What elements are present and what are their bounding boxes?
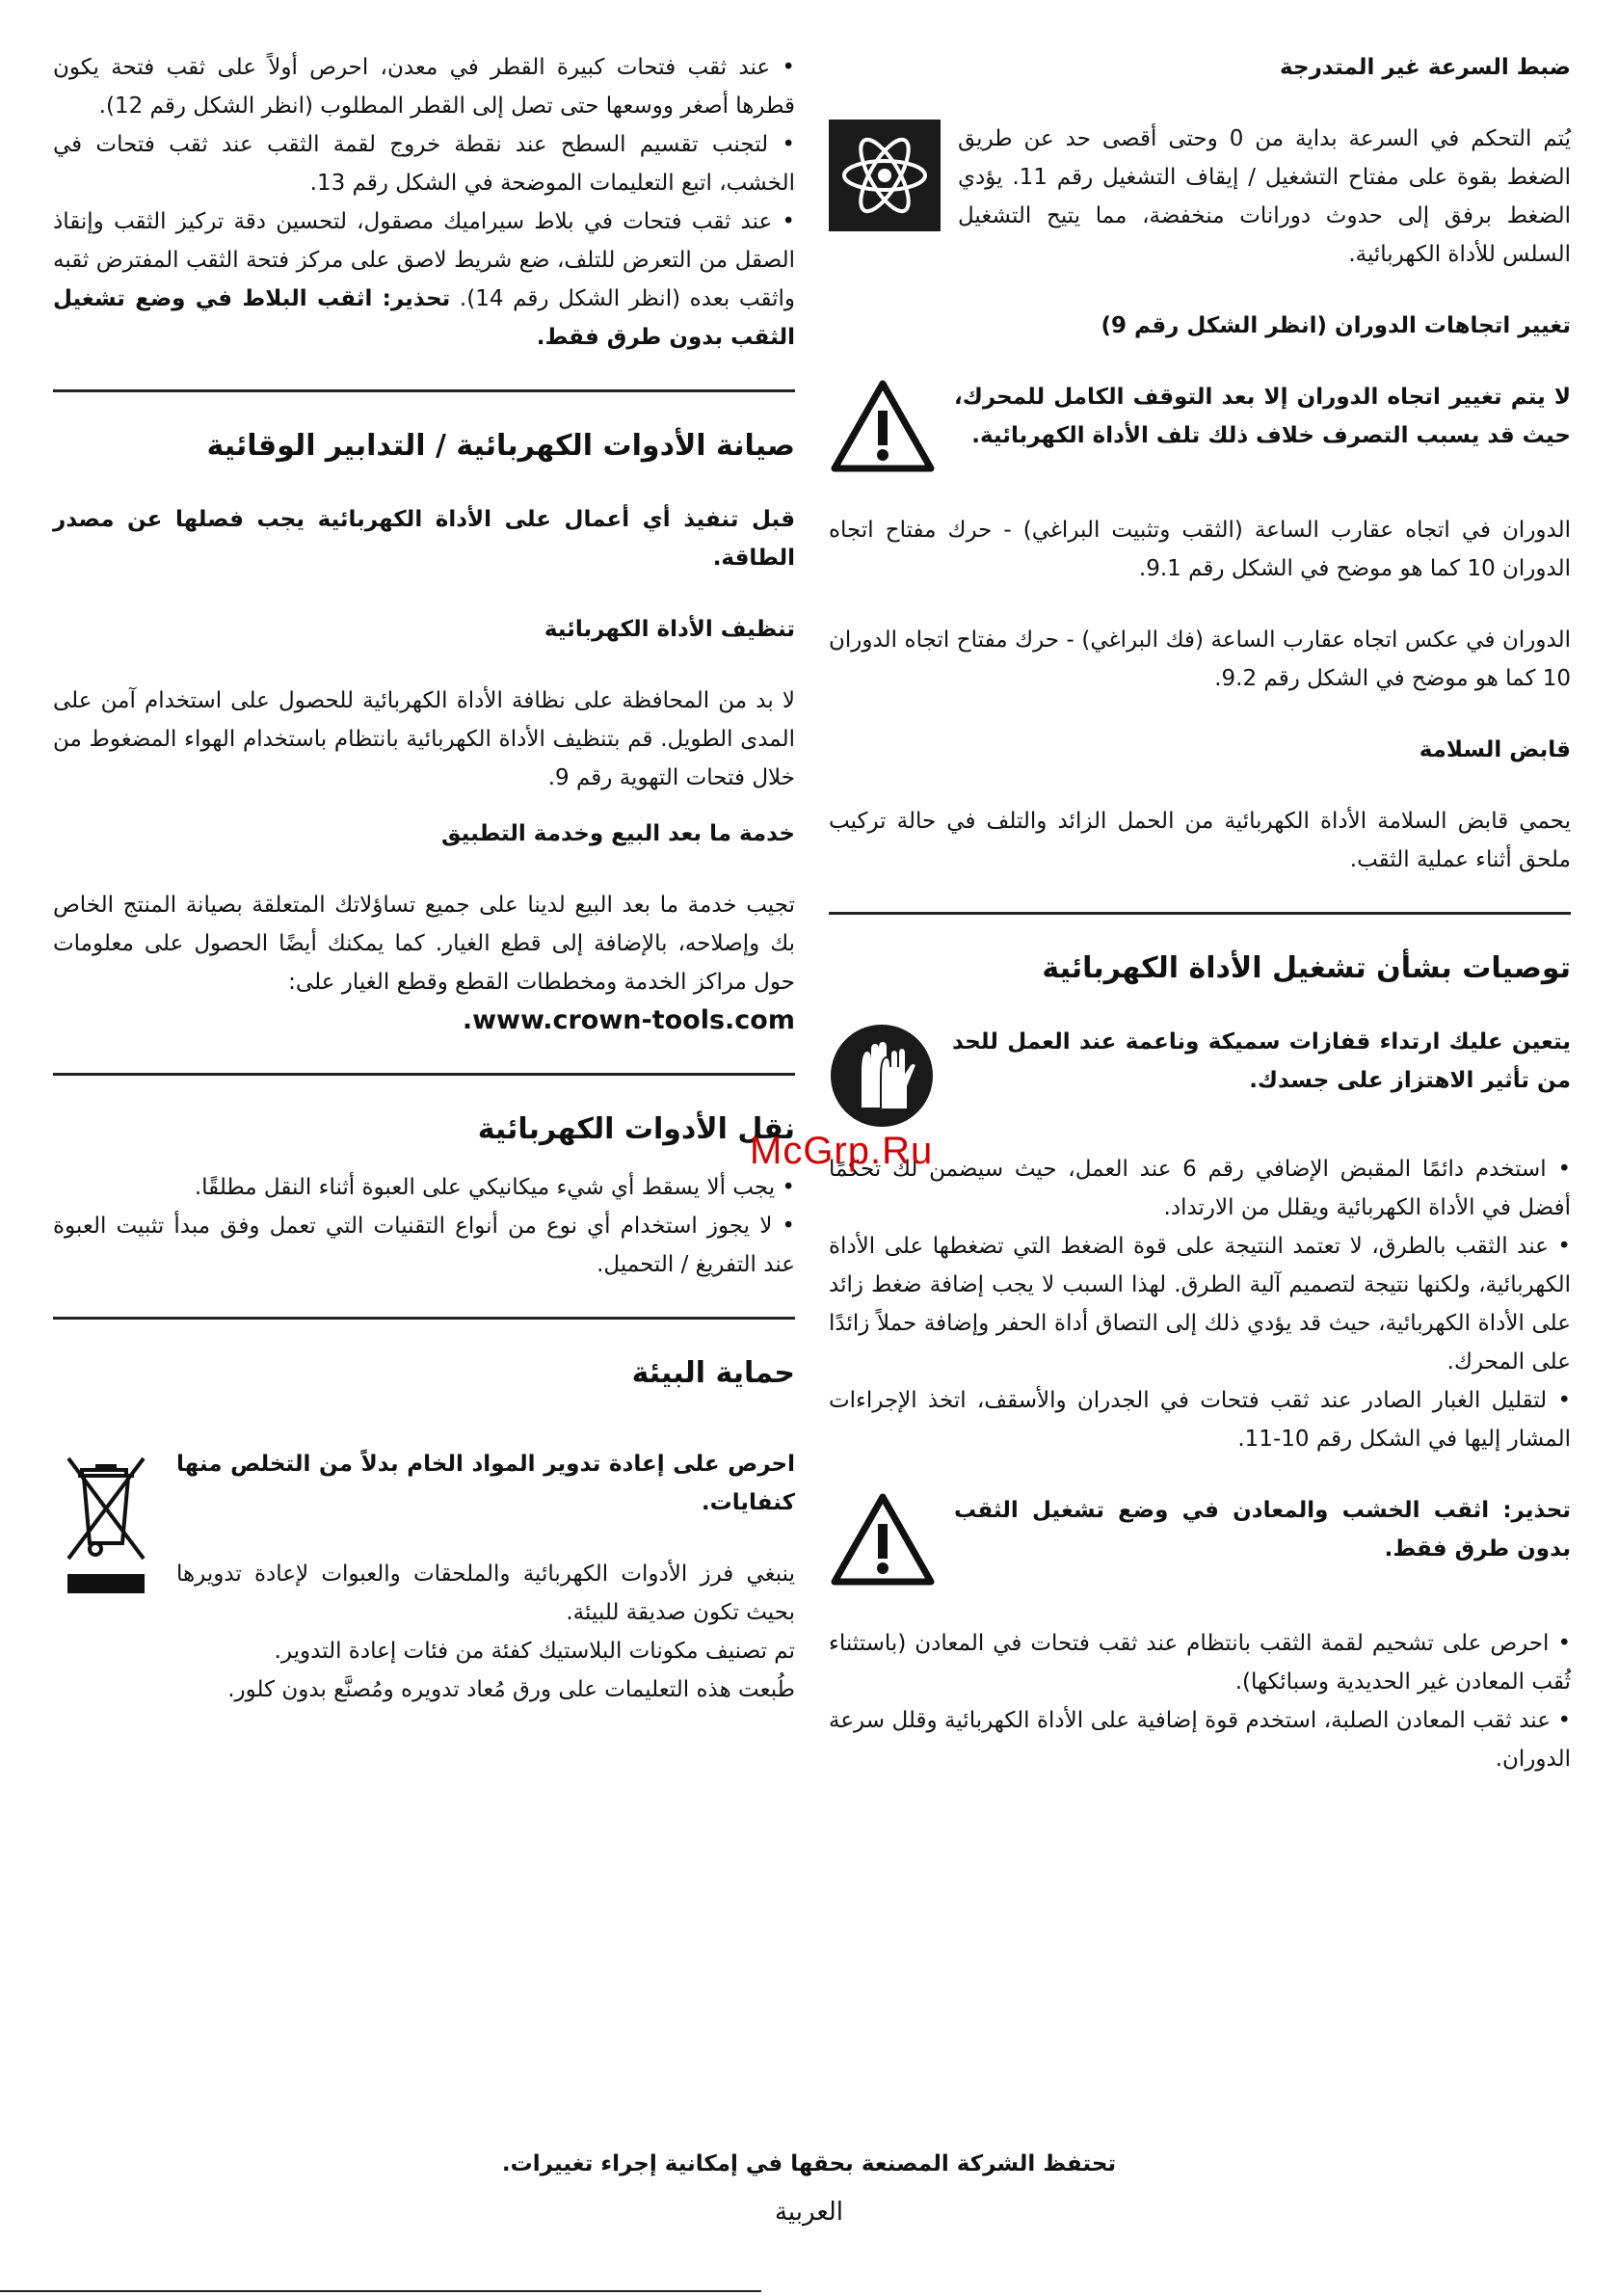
speed-text: يُتم التحكم في السرعة بداية من 0 وحتى أقصى حد عن طريق الضغط بقوة على مفتاح التشغيل / إيقاف التشغيل رقم 11. يؤدي الضغط برفق إلى حدوث دورانات منخفضة، مما يتيح التشغيل السلس للأداة الكهربائية. [958, 126, 1571, 267]
list-item: • لتجنب تقسيم السطح عند نقطة خروج لقمة الثقب عند ثقب فتحات في الخشب، اتبع التعليمات الموضحة في الشكل رقم 13. [53, 132, 795, 196]
transport-b1-text: يجب ألا يسقط أي شيء ميكانيكي على العبوة أثناء النقل مطلقًا. [194, 1175, 776, 1200]
recycle-bin-crossed-icon [53, 1445, 159, 1603]
footer-language: العربية [774, 2198, 844, 2227]
bullet-splinter-text: لتجنب تقسيم السطح عند نقطة خروج لقمة الثقب عند ثقب فتحات في الخشب، اتبع التعليمات الموضحة في الشكل رقم 13. [53, 132, 795, 196]
bullet-hard-metal-text: عند ثقب المعادن الصلبة، استخدم قوة إضافية على الأداة الكهربائية وقلل سرعة الدوران. [829, 1708, 1571, 1772]
maintenance-warning: قبل تنفيذ أي أعمال على الأداة الكهربائية يجب فصلها عن مصدر الطاقة. [53, 507, 795, 571]
rotation-warning-block [829, 378, 1571, 478]
rotation-warning: لا يتم تغيير اتجاه الدوران إلا بعد التوقف الكامل للمحرك، حيث قد يسبب التصرف خلاف ذلك تلف الأداة الكهربائية. [954, 385, 1571, 448]
recommend-heading: توصيات بشأن تشغيل الأداة الكهربائية [1042, 951, 1571, 985]
gloves-text: يتعين عليك ارتداء قفازات سميكة وناعمة عند العمل للحد من تأثير الاهتزاز على جسدك. [952, 1029, 1571, 1093]
bullet-handle-text: استخدم دائمًا المقبض الإضافي رقم 6 عند العمل، حيث سيضمن لك تحكمًا أفضل في الأداة الكهربائية ويقلل من الارتداد. [829, 1157, 1571, 1220]
warning-triangle-icon [829, 378, 937, 478]
warning-triangle-icon [829, 1491, 937, 1591]
footer-note: تحتفظ الشركة المصنعة بحقها في إمكانية إجراء تغييرات. [501, 2151, 1117, 2176]
gloves-icon [829, 1023, 935, 1133]
environment-block [53, 1445, 795, 1632]
bullet-tiles-text: عند ثقب فتحات في بلاط سيراميك مصقول، لتحسين دقة تركيز الثقب وإنقاذ الصقل من التعرض للتلف، ضع شريط لاصق على مركز فتحة الثقب المفترض ثقبه واثقب بعده (انظر الشكل رقم 14). [53, 209, 796, 311]
list-item: • لتقليل الغبار الصادر عند ثقب فتحات في الجدران والأسقف، اتخذ الإجراءات المشار إليها في الشكل رقم 10-11. [829, 1388, 1572, 1452]
warning-wood-text: تحذير: اثقب الخشب والمعادن في وضع تشغيل الثقب بدون طرق فقط. [954, 1498, 1571, 1562]
clutch-heading: قابض السلامة [1419, 737, 1571, 762]
list-item: • لا يجوز استخدام أي نوع من أنواع التقنيات التي تعمل وفق مبدأ تثبيت العبوة عند التفريغ / التحميل. [53, 1214, 795, 1277]
bullet-hammer-text: عند الثقب بالطرق، لا تعتمد النتيجة على قوة الضغط التي تضغطها على الأداة الكهربائية، ولكنها نتيجة لتصميم آلية الطرق. لهذا السبب لا يجب إضافة ضغط زائد على الأداة الكهربائية، حيث قد يؤدي ذلك إلى التصاق أداة الحفر وإضافة حملاً زائدًا على المحرك. [829, 1234, 1571, 1375]
service-heading: خدمة ما بعد البيع وخدمة التطبيق [440, 821, 795, 846]
transport-heading: نقل الأدوات الكهربائية [477, 1112, 795, 1146]
maintenance-heading: صيانة الأدوات الكهربائية / التدابير الوقائية [206, 429, 795, 463]
wood-warning-block [829, 1491, 1571, 1591]
bullet-large-holes-text: عند ثقب فتحات كبيرة القطر في معدن، احرص أولاً على ثقب فتحة يكون قطرها أصغر ووسعها حتى تصل إلى القطر المطلوب (انظر الشكل رقم 12). [53, 55, 795, 119]
env-text1: ينبغي فرز الأدوات الكهربائية والملحقات والعبوات لإعادة تدويرها بحيث تكون صديقة للبيئة. [176, 1562, 795, 1625]
service-url[interactable]: www.crown-tools.com. [462, 1005, 795, 1035]
cleaning-text: لا بد من المحافظة على نظافة الأداة الكهربائية للحصول على استخدام آمن على المدى الطويل. قم بتنظيف الأداة الكهربائية بانتظام باستخدام الهواء المضغوط من خلال فتحات التهوية رقم 9. [53, 688, 795, 790]
rotation-heading: تغيير اتجاهات الدوران (انظر الشكل رقم 9) [1101, 313, 1571, 338]
watermark: McGrp.Ru [750, 1130, 934, 1172]
list-item: • عند ثقب فتحات في بلاط سيراميك مصقول، لتحسين دقة تركيز الثقب وإنقاذ الصقل من التعرض للتلف، ضع شريط لاصق على مركز فتحة الثقب المفترض ثقبه واثقب بعده (انظر الشكل رقم 14). تحذير: اثقب البلاط في وضع تشغيل الثقب بدون طرق فقط. [53, 209, 796, 350]
bottom-line [0, 2290, 761, 2292]
speed-block [829, 120, 1571, 274]
cleaning-heading: تنظيف الأداة الكهربائية [544, 617, 795, 642]
rotation-cw-text: الدوران في اتجاه عقارب الساعة (الثقب وتثبيت البراغي) - حرك مفتاح اتجاه الدوران 10 كما هو موضح في الشكل رقم 9.1. [829, 518, 1571, 581]
list-item: • يجب ألا يسقط أي شيء ميكانيكي على العبوة أثناء النقل مطلقًا. [194, 1175, 795, 1200]
bullet-lubricate-text: احرص على تشحيم لقمة الثقب بانتظام عند ثقب فتحات في المعادن (باستثناء ثُقب المعادن غير الحديدية وسبائكها). [829, 1631, 1571, 1695]
right-column [829, 48, 1571, 1778]
list-item: • استخدم دائمًا المقبض الإضافي رقم 6 عند العمل، حيث سيضمن لك تحكمًا أفضل في الأداة الكهربائية ويقلل من الارتداد. [829, 1157, 1572, 1220]
gloves-block [829, 1023, 1571, 1133]
env-warning: احرص على إعادة تدوير المواد الخام بدلاً من التخلص منها كنفايات. [176, 1452, 795, 1515]
service-text: تجيب خدمة ما بعد البيع لدينا على جميع تساؤلاتك المتعلقة بصيانة المنتج الخاص بك وإصلاحه، بالإضافة إلى قطع الغيار. كما يمكنك أيضًا الحصول على معلومات حول مراكز الخدمة ومخططات القطع وقطع الغيار على: [53, 893, 795, 995]
env-text2: تم تصنيف مكونات البلاستيك كفئة من فئات إعادة التدوير. [274, 1639, 795, 1664]
bullet-tiles-warning: تحذير: اثقب البلاط في وضع تشغيل الثقب بدون طرق فقط. [53, 286, 795, 350]
rotation-ccw-text: الدوران في عكس اتجاه عقارب الساعة (فك البراغي) - حرك مفتاح اتجاه الدوران 10 كما هو موضح في الشكل رقم 9.2. [829, 627, 1571, 691]
list-item: • عند ثقب فتحات كبيرة القطر في معدن، احرص أولاً على ثقب فتحة يكون قطرها أصغر ووسعها حتى تصل إلى القطر المطلوب (انظر الشكل رقم 12). [53, 55, 795, 119]
speed-heading: ضبط السرعة غير المتدرجة [1280, 55, 1571, 80]
list-item: • احرص على تشحيم لقمة الثقب بانتظام عند ثقب فتحات في المعادن (باستثناء ثُقب المعادن غير الحديدية وسبائكها). [829, 1631, 1572, 1695]
left-column [53, 48, 795, 1709]
transport-b2-text: لا يجوز استخدام أي نوع من أنواع التقنيات التي تعمل وفق مبدأ تثبيت العبوة عند التفريغ / التحميل. [53, 1214, 795, 1277]
environment-heading: حماية البيئة [631, 1356, 795, 1390]
list-item: • عند ثقب المعادن الصلبة، استخدم قوة إضافية على الأداة الكهربائية وقلل سرعة الدوران. [829, 1708, 1572, 1772]
list-item: • عند الثقب بالطرق، لا تعتمد النتيجة على قوة الضغط التي تضغطها على الأداة الكهربائية، ولكنها نتيجة لتصميم آلية الطرق. لهذا السبب لا يجب إضافة ضغط زائد على الأداة الكهربائية، حيث قد يؤدي ذلك إلى التصاق أداة الحفر وإضافة حملاً زائدًا على المحرك. [829, 1234, 1571, 1375]
clutch-text: يحمي قابض السلامة الأداة الكهربائية من الحمل الزائد والتلف في حالة تركيب ملحق أثناء عملية الثقب. [829, 809, 1571, 872]
env-text3: طُبعت هذه التعليمات على ورق مُعاد تدويره ومُصنَّع بدون كلور. [227, 1677, 795, 1702]
atom-icon [829, 120, 941, 235]
bullet-dust-text: لتقليل الغبار الصادر عند ثقب فتحات في الجدران والأسقف، اتخذ الإجراءات المشار إليها في الشكل رقم 10-11. [829, 1388, 1571, 1452]
